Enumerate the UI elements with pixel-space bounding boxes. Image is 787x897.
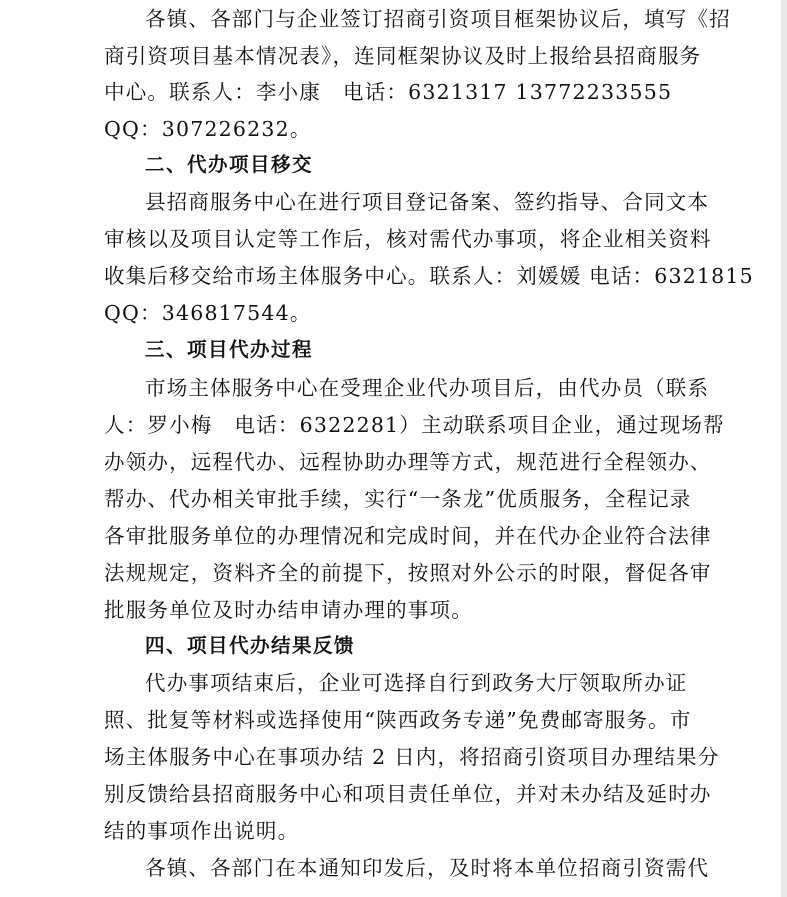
section-heading: 四、项目代办结果反馈	[145, 634, 356, 657]
paragraph-line: 各镇、各部门在本通知印发后，及时将本单位招商引资需代	[145, 856, 710, 880]
paragraph-line: 各镇、各部门与企业签订招商引资项目框架协议后，填写《招	[145, 7, 731, 31]
contact-phone: 电话：6321317 13772233555	[343, 80, 673, 104]
section-heading: 二、代办项目移交	[145, 153, 314, 176]
paragraph-line: 法规规定，资料齐全的前提下，按照对外公示的时限，督促各审	[104, 561, 712, 585]
contact-person: 中心。联系人：李小康	[104, 80, 321, 104]
section-heading: 三、项目代办过程	[145, 338, 314, 361]
paragraph-line: 代办事项结束后，企业可选择自行到政务大厅领取所办证	[145, 671, 688, 695]
paragraph-line: 照、批复等材料或选择使用“陕西政务专递”免费邮寄服务。市	[104, 708, 692, 732]
paragraph-line: 别反馈给县招商服务中心和项目责任单位，并对未办结及延时办	[104, 782, 712, 806]
paragraph-line: 结的事项作出说明。	[104, 819, 300, 843]
paragraph-line: 办领办，远程代办、远程协助办理等方式，规范进行全程领办、	[104, 450, 712, 474]
contact-qq: QQ：346817544。	[104, 301, 312, 325]
paragraph-line	[104, 410, 725, 440]
paragraph-line: 各审批服务单位的办理情况和完成时间，并在代办企业符合法律	[104, 524, 712, 548]
paragraph-line: 县招商服务中心在进行项目登记备案、签约指导、合同文本	[145, 190, 710, 214]
page-edge-divider	[781, 0, 787, 897]
paragraph-line: 帮办、代办相关审批手续，实行“一条龙”优质服务，全程记录	[104, 487, 692, 511]
contact-person: 人：罗小梅	[104, 413, 213, 437]
paragraph-line	[104, 77, 672, 107]
contact-qq: QQ：307226232。	[104, 117, 312, 141]
paragraph-line: 收集后移交给市场主体服务中心。联系人：刘媛媛 电话：6321815	[104, 264, 754, 288]
paragraph-line: 批服务单位及时办结申请办理的事项。	[104, 598, 473, 622]
paragraph-text: 电话：6322281）主动联系项目企业，通过现场帮	[234, 413, 725, 437]
paragraph-line: 市场主体服务中心在受理企业代办项目后，由代办员（联系	[145, 376, 710, 400]
paragraph-line: 场主体服务中心在事项办结 2 日内，将招商引资项目办理结果分	[104, 745, 720, 769]
paragraph-line: 审核以及项目认定等工作后，核对需代办事项，将企业相关资料	[104, 227, 712, 251]
paragraph-line: 商引资项目基本情况表》，连同框架协议及时上报给县招商服务	[104, 44, 702, 68]
